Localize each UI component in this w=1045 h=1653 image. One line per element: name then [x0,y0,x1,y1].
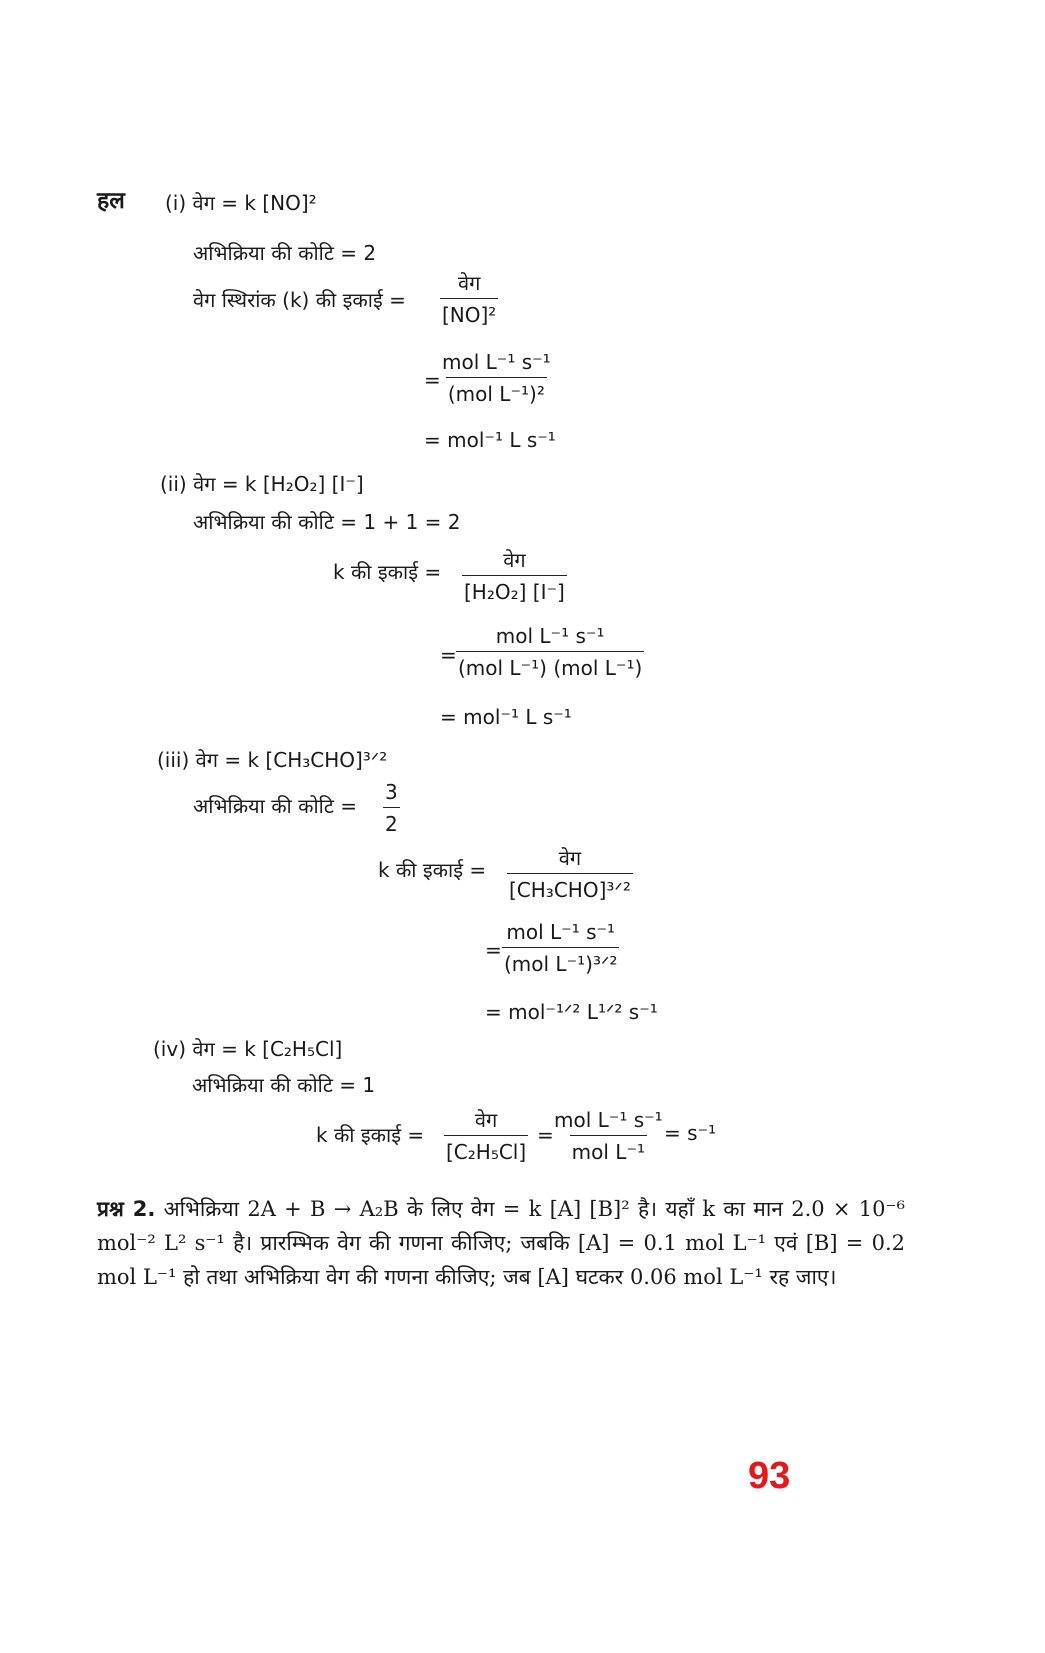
part4-rate: (iv) वेग = k [C₂H₅Cl] [153,1037,343,1061]
part1-fraction-2 [440,352,553,404]
denominator: [H₂O₂] [I⁻] [462,575,567,602]
part2-unit-label: k की इकाई = [333,560,442,584]
denominator: [CH₃CHO]³ᐟ² [507,873,633,900]
question-heading: प्रश्न 2. [97,1197,156,1221]
part1-result: = mol⁻¹ L s⁻¹ [424,428,556,452]
part2-rate: (ii) वेग = k [H₂O₂] [I⁻] [160,472,364,496]
part3-equals: = [485,938,502,962]
part4-fraction-2 [552,1110,665,1162]
part3-order-label: अभिक्रिया की कोटि = [193,794,358,818]
part3-result: = mol⁻¹ᐟ² L¹ᐟ² s⁻¹ [485,1000,658,1024]
part4-equals: = [537,1123,554,1147]
numerator: mol L⁻¹ s⁻¹ [554,1108,663,1132]
numerator: वेग [474,1108,498,1132]
numerator: mol L⁻¹ s⁻¹ [506,920,616,944]
part1-unit-label: वेग स्थिरांक (k) की इकाई = [193,288,406,312]
part4-order: अभिक्रिया की कोटि = 1 [192,1073,376,1097]
part1-fraction-1 [440,273,498,325]
denominator: (mol L⁻¹)³ᐟ² [502,947,619,974]
numerator: वेग [503,548,526,572]
part2-result: = mol⁻¹ L s⁻¹ [440,705,572,729]
numerator: mol L⁻¹ s⁻¹ [442,350,551,374]
part3-unit-label: k की इकाई = [378,858,487,882]
part2-order: अभिक्रिया की कोटि = 1 + 1 = 2 [193,510,461,534]
solution-label: हल [97,188,125,214]
denominator: mol L⁻¹ [570,1135,647,1162]
numerator: वेग [457,271,481,295]
numerator: mol L⁻¹ s⁻¹ [495,624,605,648]
denominator: 2 [383,807,400,834]
part2-fraction-2 [456,626,644,678]
question-text: अभिक्रिया 2A + B → A₂B के लिए वेग = k [A] [B]² है। यहाँ k का मान 2.0 × 10⁻⁶ mol⁻² L² s⁻¹ है। प्रारम्भिक वेग की गणना कीजिए; जबकि [A] = 0.1 mol L⁻¹ एवं [B] = 0.2 mol L⁻¹ हो तथा अभिक्रिया वेग की गणना कीजिए; जब [A] घटकर 0.06 mol L⁻¹ रह जाए। [97,1197,905,1289]
denominator: [C₂H₅Cl] [444,1135,528,1162]
numerator: 3 [385,780,398,804]
part3-fraction-2 [502,922,619,974]
question-2 [97,1192,905,1294]
denominator: [NO]² [440,298,498,325]
part1-rate: (i) वेग = k [NO]² [165,191,317,215]
part2-equals: = [440,643,457,667]
part3-order-fraction [383,782,400,834]
denominator: (mol L⁻¹)² [446,377,547,404]
part4-result: = s⁻¹ [664,1121,717,1145]
numerator: वेग [558,846,582,870]
part3-rate: (iii) वेग = k [CH₃CHO]³ᐟ² [157,748,388,772]
part4-unit-label: k की इकाई = [316,1123,425,1147]
part1-equals: = [424,368,441,392]
part2-fraction-1 [462,550,567,602]
part4-fraction-1 [444,1110,528,1162]
part1-order: अभिक्रिया की कोटि = 2 [193,241,377,265]
part3-fraction-1 [507,848,633,900]
page-number: 93 [748,1455,791,1497]
denominator: (mol L⁻¹) (mol L⁻¹) [456,651,644,678]
